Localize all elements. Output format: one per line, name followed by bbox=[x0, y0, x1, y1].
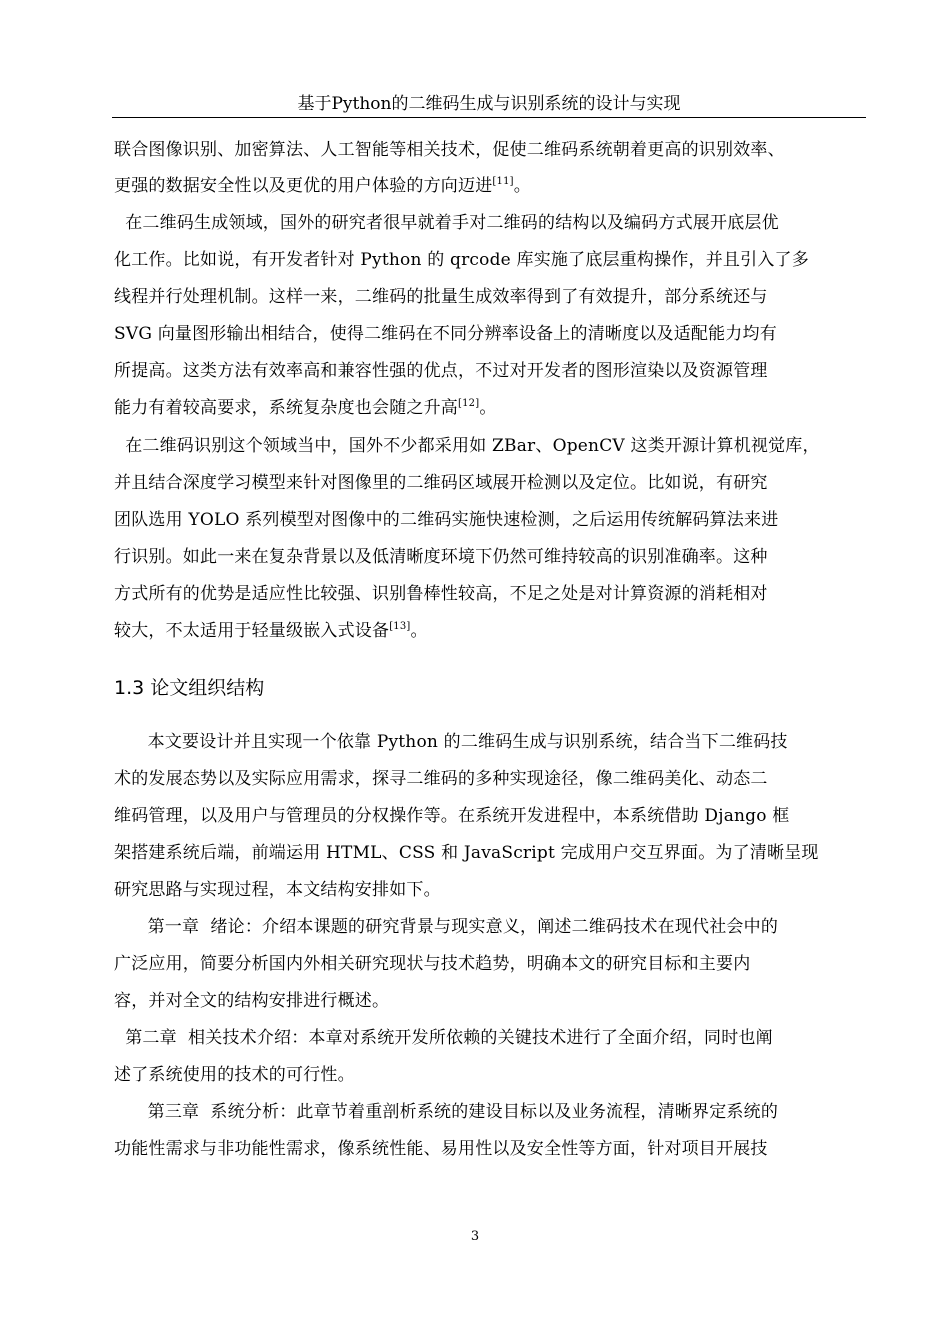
text-line: 容，并对全文的结构安排进行概述。 bbox=[114, 991, 390, 1011]
text-line: 广泛应用，简要分析国内外相关研究现状与技术趋势，明确本文的研究目标和主要内 bbox=[114, 954, 751, 974]
text-line: 功能性需求与非功能性需求，像系统性能、易用性以及安全性等方面，针对项目开展技 bbox=[114, 1139, 768, 1159]
text-line: 所提高。这类方法有效率高和兼容性强的优点，不过对开发者的图形渲染以及资源管理 bbox=[114, 361, 768, 381]
text-line: 线程并行处理机制。这样一来，二维码的批量生成效率得到了有效提升，部分系统还与 bbox=[114, 287, 768, 307]
text-line: 本文要设计并且实现一个依靠 Python 的二维码生成与识别系统，结合当下二维码技 bbox=[114, 732, 788, 752]
text-line: 在二维码生成领域，国外的研究者很早就着手对二维码的结构以及编码方式展开底层优 bbox=[114, 213, 779, 233]
text-line: 第一章 绪论：介绍本课题的研究背景与现实意义，阐述二维码技术在现代社会中的 bbox=[114, 917, 779, 937]
page-number: 3 bbox=[470, 1229, 480, 1244]
citation[interactable]: [11] bbox=[492, 176, 514, 187]
text-line: 第二章 相关技术介绍：本章对系统开发所依赖的关键技术进行了全面介绍，同时也阐 bbox=[114, 1028, 773, 1048]
citation[interactable]: [13] bbox=[389, 621, 411, 632]
text-line: 研究思路与实现过程，本文结构安排如下。 bbox=[114, 880, 441, 900]
text-line: 联合图像识别、加密算法、人工智能等相关技术，促使二维码系统朝着更高的识别效率、 bbox=[114, 140, 785, 160]
text-line: SVG 向量图形输出相结合，使得二维码在不同分辨率设备上的清晰度以及适配能力均有 bbox=[114, 324, 777, 344]
text-line: 在二维码识别这个领域当中，国外不少都采用如 ZBar、OpenCV 这类开源计算机视觉库， bbox=[114, 436, 820, 456]
text-line: 能力有着较高要求，系统复杂度也会随之升高[12]。 bbox=[114, 398, 497, 418]
text-line: 行识别。如此一来在复杂背景以及低清晰度环境下仍然可维持较高的识别准确率。这种 bbox=[114, 547, 768, 567]
text-line: 方式所有的优势是适应性比较强、识别鲁棒性较高，不足之处是对计算资源的消耗相对 bbox=[114, 584, 768, 604]
section-heading: 1.3 论文组织结构 bbox=[114, 677, 265, 699]
text-line: 团队选用 YOLO 系列模型对图像中的二维码实施快速检测，之后运用传统解码算法来进 bbox=[114, 510, 779, 530]
text-line: 第三章 系统分析：此章节着重剖析系统的建设目标以及业务流程，清晰界定系统的 bbox=[114, 1102, 779, 1122]
text-line: 述了系统使用的技术的可行性。 bbox=[114, 1065, 355, 1085]
text-line: 架搭建系统后端，前端运用 HTML、CSS 和 JavaScript 完成用户交互界面。为了清晰呈现 bbox=[114, 843, 819, 863]
text-line: 并且结合深度学习模型来针对图像里的二维码区域展开检测以及定位。比如说，有研究 bbox=[114, 473, 768, 493]
text-line: 较大，不太适用于轻量级嵌入式设备[13]。 bbox=[114, 621, 428, 641]
running-header: 基于Python的二维码生成与识别系统的设计与实现 bbox=[297, 94, 681, 114]
text-line: 维码管理，以及用户与管理员的分权操作等。在系统开发进程中，本系统借助 Django 框 bbox=[114, 806, 790, 826]
citation[interactable]: [12] bbox=[458, 398, 480, 409]
text-line: 术的发展态势以及实际应用需求，探寻二维码的多种实现途径，像二维码美化、动态二 bbox=[114, 769, 768, 789]
text-line: 更强的数据安全性以及更优的用户体验的方向迈进[11]。 bbox=[114, 176, 531, 196]
header-rule bbox=[112, 117, 866, 118]
text-line: 化工作。比如说，有开发者针对 Python 的 qrcode 库实施了底层重构操作，并且引入了多 bbox=[114, 250, 809, 270]
